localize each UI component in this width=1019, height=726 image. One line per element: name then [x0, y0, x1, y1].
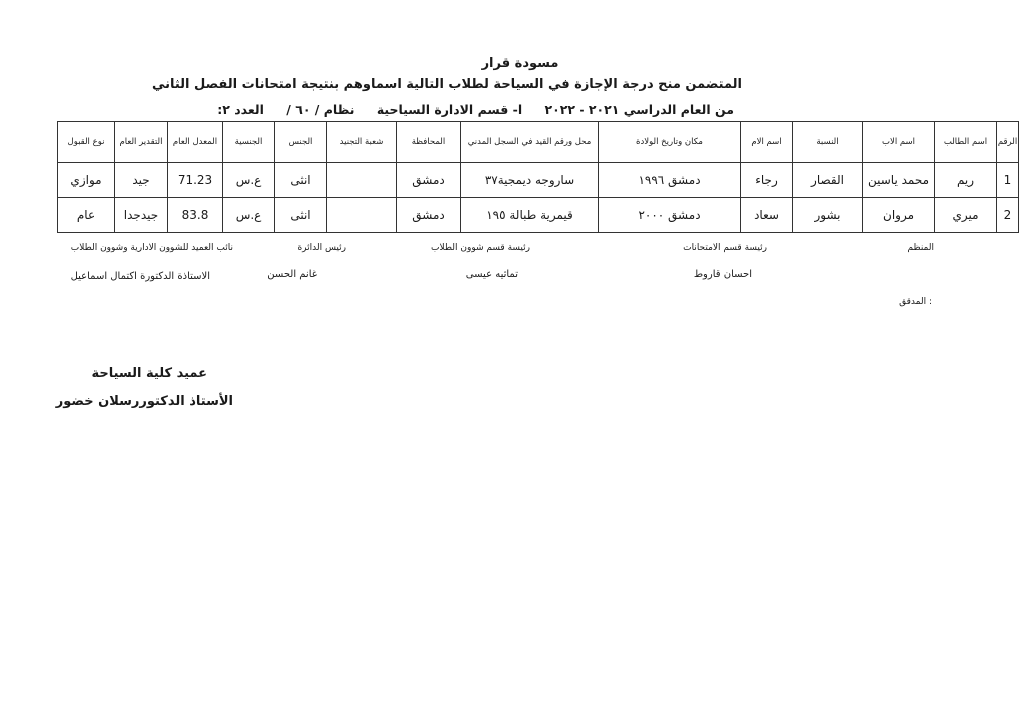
- mother-name: سعاد: [741, 198, 793, 233]
- department: ا- قسم الادارة السياحية: [376, 102, 523, 117]
- header-cell: اسم الاب: [863, 122, 935, 163]
- header-cell: الجنس: [275, 122, 327, 163]
- header-cell: المعدل العام: [168, 122, 223, 163]
- batch-number: العدد ٢:: [217, 102, 264, 117]
- dean-title: عميد كلية السياحة: [91, 366, 207, 381]
- admission-type: موازي: [58, 163, 115, 198]
- admission-type: عام: [58, 198, 115, 233]
- draft-title: مسودة قرار: [481, 56, 559, 71]
- exams-head-name: احسان قاروط: [693, 269, 752, 280]
- birth-place-date: دمشق ٢٠٠٠: [599, 198, 741, 233]
- header-cell: اسم الام: [741, 122, 793, 163]
- family-name: بشور: [793, 198, 863, 233]
- nationality: ع.س: [223, 163, 275, 198]
- system-number: نظام / ٦٠ /: [286, 102, 355, 117]
- civil-registry: قيمرية طبالة ١٩٥: [461, 198, 599, 233]
- academic-year: من العام الدراسي ٢٠٢١ - ٢٠٢٢: [544, 102, 734, 117]
- civil-registry: ساروجه ديمجية٣٧: [461, 163, 599, 198]
- circle-head-name: غانم الحسن: [267, 269, 317, 280]
- dean-name: الأستاذ الدكتوررسلان خضور: [55, 394, 233, 409]
- birth-place-date: دمشق ١٩٩٦: [599, 163, 741, 198]
- table-row: [58, 198, 1019, 233]
- header-cell: التقدير العام: [115, 122, 168, 163]
- header-cell: الجنسية: [223, 122, 275, 163]
- header-cell: اسم الطالب: [935, 122, 997, 163]
- family-name: القصار: [793, 163, 863, 198]
- general-average: 71.23: [168, 163, 223, 198]
- table-header-row: [58, 122, 1019, 163]
- header-cell: المحافظة: [397, 122, 461, 163]
- student-name: ميري: [935, 198, 997, 233]
- auditor-label: المدقق :: [899, 297, 932, 307]
- mother-name: رجاء: [741, 163, 793, 198]
- row-number: 2: [997, 198, 1019, 233]
- student-affairs-name: تماثيه عيسى: [465, 269, 518, 280]
- student-name: ريم: [935, 163, 997, 198]
- gender: انثى: [275, 163, 327, 198]
- header-cell: النسبة: [793, 122, 863, 163]
- recruitment-branch: [327, 198, 397, 233]
- recruitment-branch: [327, 163, 397, 198]
- gender: انثى: [275, 198, 327, 233]
- decision-subject: المتضمن منح درجة الإجازة في السياحة لطلاب التالية اسماوهم بنتيجة امتحانات الفصل الثاني: [151, 77, 742, 92]
- general-grade: جيد: [115, 163, 168, 198]
- general-grade: جيدجدا: [115, 198, 168, 233]
- header-cell: الرقم: [997, 122, 1019, 163]
- student-affairs-title: رئيسة قسم شوون الطلاب: [431, 243, 530, 253]
- students-table: [57, 121, 1019, 233]
- header-cell: مكان وتاريخ الولادة: [599, 122, 741, 163]
- table-row: [58, 163, 1019, 198]
- decision-meta-line: [199, 102, 734, 117]
- organizer-title: المنظم: [907, 243, 934, 253]
- exams-head-title: رئيسة قسم الامتحانات: [683, 243, 767, 253]
- father-name: محمد ياسين: [863, 163, 935, 198]
- nationality: ع.س: [223, 198, 275, 233]
- header-cell: شعبة التجنيد: [327, 122, 397, 163]
- governorate: دمشق: [397, 198, 461, 233]
- vice-dean-name: الاستاذة الدكتورة اكتمال اسماعيل: [70, 271, 210, 282]
- header-cell: محل ورقم القيد في السجل المدني: [461, 122, 599, 163]
- vice-dean-title: نائب العميد للشوون الادارية وشوون الطلاب: [70, 243, 233, 253]
- header-cell: نوع القبول: [58, 122, 115, 163]
- general-average: 83.8: [168, 198, 223, 233]
- father-name: مروان: [863, 198, 935, 233]
- governorate: دمشق: [397, 163, 461, 198]
- circle-head-title: رئيس الدائرة: [297, 243, 346, 253]
- row-number: 1: [997, 163, 1019, 198]
